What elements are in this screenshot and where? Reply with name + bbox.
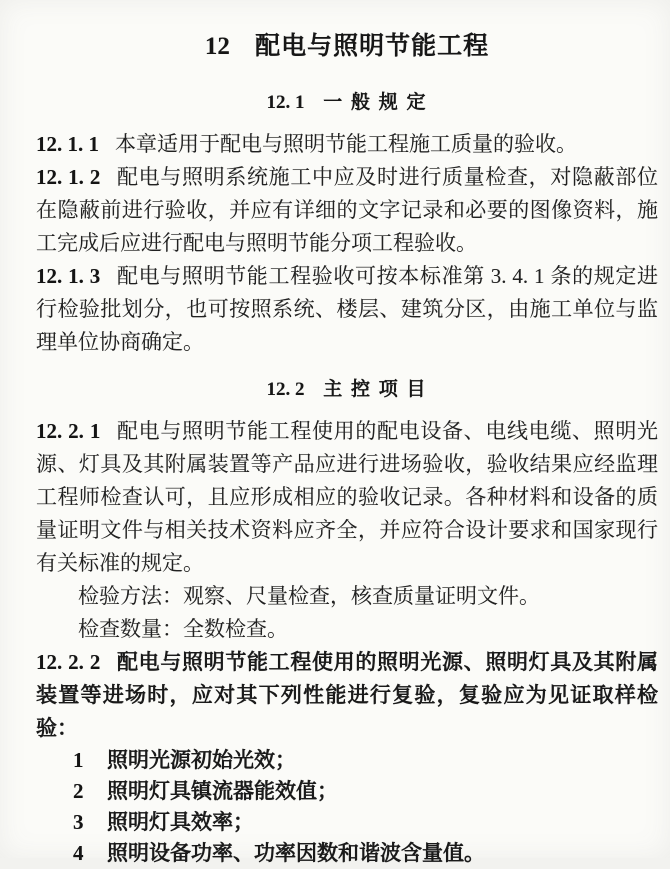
list-item-text: 照明光源初始光效； [107,749,296,772]
clause-number: 12. 1. 1 [36,132,99,156]
clause-text: 配电与照明节能工程使用的配电设备、电线电缆、照明光源、灯具及其附属装置等产品应进行进场验收，验收结果应经监理工程师检查认可，且应形成相应的验收记录。各种材料和设备的质量证明文件与相关技术资料应齐全，并应符合设计要求和国家现行有关标准的规定。 [36,419,659,575]
clause-number: 12. 1. 2 [36,165,101,189]
section-number: 12. 2 [266,379,305,400]
list-item-text: 照明设备功率、功率因数和谐波含量值。 [107,842,485,865]
list-item [73,807,658,838]
clause-12-1-3 [36,260,658,359]
clause-12-2-2 [36,646,658,745]
section-title: 一 般 规 定 [323,92,428,113]
clause-12-1-2 [36,161,658,260]
list-item-number: 1 [73,748,84,772]
list-item [73,838,658,869]
chapter-title-text: 配电与照明节能工程 [255,33,490,60]
list-item-number: 2 [73,779,84,803]
chapter-title [36,30,658,64]
list-item [73,745,658,776]
clause-text: 配电与照明系统施工中应及时进行质量检查，对隐蔽部位在隐蔽前进行验收，并应有详细的文字记录和必要的图像资料，施工完成后应进行配电与照明节能分项工程验收。 [36,165,659,255]
section-number: 12. 1 [266,92,305,113]
clause-text: 配电与照明节能工程使用的照明光源、照明灯具及其附属装置等进场时，应对其下列性能进行复验，复验应为见证取样检验： [36,651,659,740]
list-item-number: 3 [73,810,84,834]
chapter-number: 12 [204,33,230,60]
section-heading-12-1 [36,90,658,116]
clause-12-2-1 [36,415,658,580]
clause-text: 本章适用于配电与照明节能工程施工质量的验收。 [115,132,577,156]
verification-items-list [36,745,658,869]
list-item-text: 照明灯具效率； [107,811,254,834]
clause-number: 12. 1. 3 [36,264,101,288]
list-item-number: 4 [73,841,84,865]
list-item-text: 照明灯具镇流器能效值； [107,780,338,803]
clause-number: 12. 2. 1 [36,419,101,443]
section-title: 主 控 项 目 [323,379,428,400]
inspection-method-line: 检验方法：观察、尺量检查，核查质量证明文件。 [78,584,540,608]
list-item [73,776,658,807]
clause-text: 配电与照明节能工程验收可按本标准第 3. 4. 1 条的规定进行检验批划分，也可按照系统、楼层、建筑分区，由施工单位与监理单位协商确定。 [36,264,659,354]
section-heading-12-2 [36,377,658,403]
inspection-quantity-line: 检查数量：全数检查。 [78,617,288,641]
clause-12-1-1 [36,128,658,161]
clause-number: 12. 2. 2 [36,650,101,674]
